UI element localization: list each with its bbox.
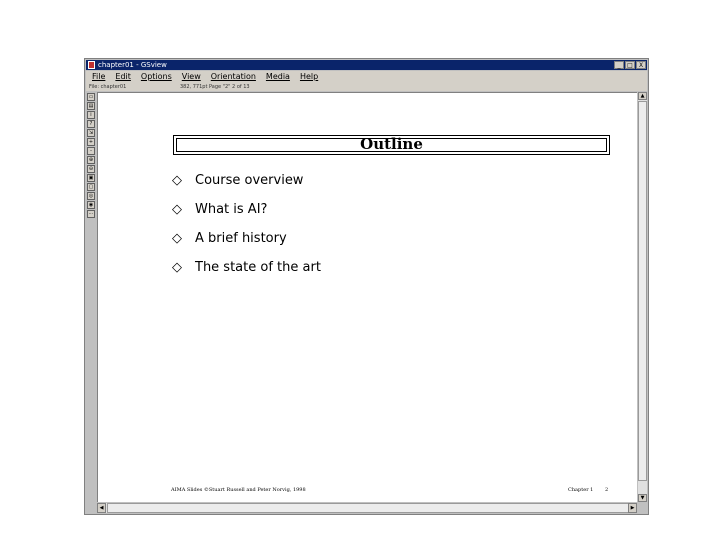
options-icon[interactable]: ⋯ <box>88 211 94 217</box>
diamond-bullet-icon: ◇ <box>172 260 182 275</box>
bullet-list <box>172 173 321 289</box>
next-page-icon[interactable]: + <box>88 139 94 145</box>
status-line <box>86 83 647 91</box>
toolbar <box>86 92 96 502</box>
horizontal-scroll-thumb[interactable] <box>107 503 632 513</box>
vertical-scrollbar[interactable] <box>638 92 647 502</box>
maximize-button[interactable]: □ <box>625 61 635 69</box>
list-item <box>172 202 321 231</box>
menu-media[interactable]: Media <box>265 72 290 81</box>
search-icon[interactable]: ◎ <box>88 193 94 199</box>
horizontal-scrollbar[interactable] <box>97 503 637 513</box>
gsview-window <box>84 58 649 515</box>
title-bar[interactable] <box>86 60 647 70</box>
list-item <box>172 260 321 289</box>
open-icon[interactable]: ▭ <box>88 94 94 100</box>
menu-orientation[interactable]: Orientation <box>210 72 256 81</box>
menu-edit[interactable]: Edit <box>115 72 131 81</box>
app-icon[interactable] <box>88 61 95 69</box>
footer-page-number: 2 <box>604 487 609 493</box>
search-next-icon[interactable]: ◉ <box>88 202 94 208</box>
bullet-text: The state of the art <box>195 260 321 275</box>
menu-options[interactable]: Options <box>140 72 172 81</box>
goto-icon[interactable]: ⇲ <box>88 130 94 136</box>
menu-file[interactable]: File <box>92 72 106 81</box>
window-title: chapter01 - GSview <box>98 61 167 69</box>
menu-bar <box>86 71 647 83</box>
bullet-text: What is AI? <box>195 202 268 217</box>
scroll-up-arrow-icon[interactable]: ▲ <box>638 92 647 100</box>
status-file: File: chapter01 <box>89 84 127 90</box>
diamond-bullet-icon: ◇ <box>172 231 182 246</box>
scroll-left-arrow-icon[interactable]: ◀ <box>97 503 106 513</box>
slide-footer-credit: AIMA Slides ©Stuart Russell and Peter Norvig, 1998 <box>171 487 306 493</box>
document-viewport[interactable] <box>97 92 637 502</box>
list-item <box>172 173 321 202</box>
print-icon[interactable]: ▤ <box>88 103 94 109</box>
slide-title: Outline <box>360 135 423 153</box>
magnify-icon[interactable]: ⊖ <box>88 166 94 172</box>
zoom-icon[interactable]: ⊕ <box>88 157 94 163</box>
bullet-text: A brief history <box>195 231 287 246</box>
close-button[interactable]: X <box>636 61 646 69</box>
fit-icon[interactable]: ▢ <box>88 184 94 190</box>
status-position: 382, 771pt Page "2" 2 of 13 <box>180 84 250 90</box>
footer-chapter: Chapter 1 <box>568 487 594 493</box>
slide-title-box <box>173 135 610 155</box>
menu-help[interactable]: Help <box>299 72 319 81</box>
menu-view[interactable]: View <box>181 72 201 81</box>
diamond-bullet-icon: ◇ <box>172 202 182 217</box>
help-icon[interactable]: ? <box>87 120 95 128</box>
minimize-button[interactable]: _ <box>614 61 624 69</box>
prev-page-icon[interactable]: - <box>87 147 95 155</box>
bullet-text: Course overview <box>195 173 304 188</box>
list-item <box>172 231 321 260</box>
info-icon[interactable]: i <box>87 111 95 119</box>
diamond-bullet-icon: ◇ <box>172 173 182 188</box>
page-icon[interactable]: ▣ <box>88 175 94 181</box>
slide-footer-page <box>568 487 608 493</box>
vertical-scroll-thumb[interactable] <box>638 101 647 481</box>
scroll-down-arrow-icon[interactable]: ▼ <box>638 494 647 502</box>
scroll-right-arrow-icon[interactable]: ▶ <box>628 503 637 513</box>
